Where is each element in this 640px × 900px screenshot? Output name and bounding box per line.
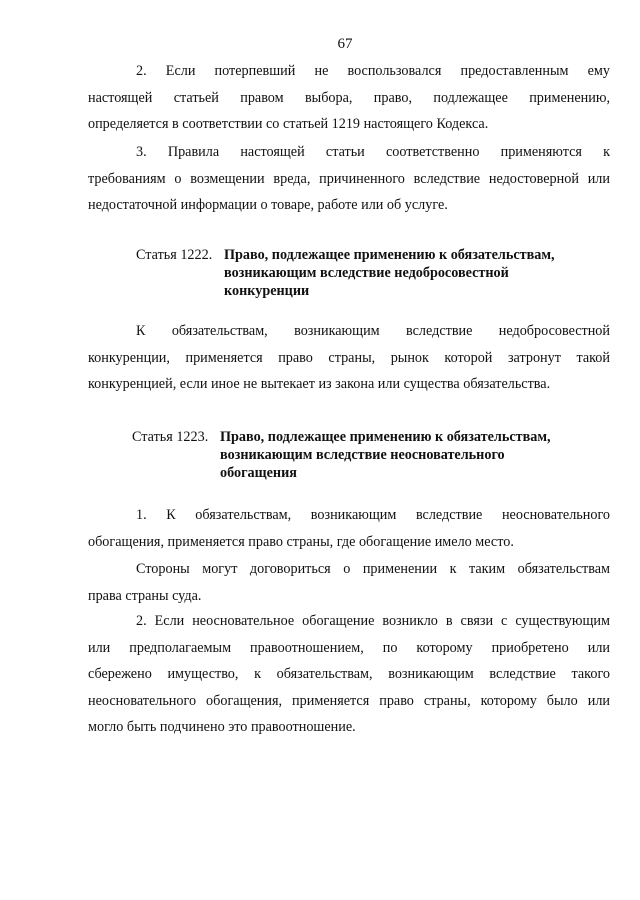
title-line: конкуренции bbox=[224, 283, 310, 299]
title-line: Право, подлежащее применению к обязательствам, bbox=[224, 247, 555, 263]
text-line: могло быть подчинено это правоотношение. bbox=[88, 719, 356, 735]
text-line: 1. К обязательствам, возникающим вследствие неосновательного bbox=[136, 507, 610, 523]
text-line: определяется в соответствии со статьей 1219 настоящего Кодекса. bbox=[88, 116, 489, 132]
text-line: неосновательного обогащения, применяется право страны, которому было или bbox=[88, 692, 610, 709]
text-line: обогащения, применяется право страны, где обогащение имело место. bbox=[88, 533, 514, 550]
article-1222-heading bbox=[136, 246, 616, 306]
paragraph-1223-1b bbox=[88, 556, 610, 609]
text-line: 2. Если потерпевший не воспользовался предоставленным ему bbox=[136, 63, 610, 79]
article-label: Статья 1223. bbox=[132, 429, 209, 445]
article-1223-heading bbox=[132, 428, 622, 488]
text-line: К обязательствам, возникающим вследствие недобросовестной bbox=[136, 323, 610, 339]
paragraph-1221-3 bbox=[88, 139, 610, 219]
paragraph-1221-2 bbox=[88, 58, 610, 138]
paragraph-1223-2 bbox=[88, 608, 610, 741]
article-title bbox=[220, 428, 551, 482]
article-label: Статья 1222. bbox=[136, 247, 213, 263]
text-line: сбережено имущество, к обязательствам, возникающим вследствие такого bbox=[88, 666, 610, 682]
text-line: права страны суда. bbox=[88, 587, 202, 604]
article-title bbox=[224, 246, 555, 300]
text-line: недостаточной информации о товаре, работе или об услуге. bbox=[88, 197, 448, 213]
text-line: Стороны могут договориться о применении к таким обязательствам bbox=[136, 561, 610, 577]
text-line: или предполагаемым правоотношением, по которому приобретено или bbox=[88, 639, 610, 656]
text-line: 2. Если неосновательное обогащение возникло в связи с существующим bbox=[136, 613, 610, 629]
page-number: 67 bbox=[337, 36, 353, 52]
title-line: обогащения bbox=[220, 465, 297, 481]
title-line: Право, подлежащее применению к обязательствам, bbox=[220, 429, 551, 445]
text-line: конкуренцией, если иное не вытекает из закона или существа обязательства. bbox=[88, 376, 551, 392]
text-line: конкуренции, применяется право страны, рынок которой затронут такой bbox=[88, 349, 610, 366]
title-line: возникающим вследствие неосновательного bbox=[220, 447, 505, 463]
paragraph-1222 bbox=[88, 318, 610, 398]
title-line: возникающим вследствие недобросовестной bbox=[224, 265, 509, 281]
text-line: настоящей статьей правом выбора, право, подлежащее применению, bbox=[88, 89, 610, 106]
paragraph-1223-1 bbox=[88, 502, 610, 555]
text-line: требованиям о возмещении вреда, причиненного вследствие недостоверной или bbox=[88, 170, 610, 187]
text-line: 3. Правила настоящей статьи соответственно применяются к bbox=[136, 144, 610, 160]
